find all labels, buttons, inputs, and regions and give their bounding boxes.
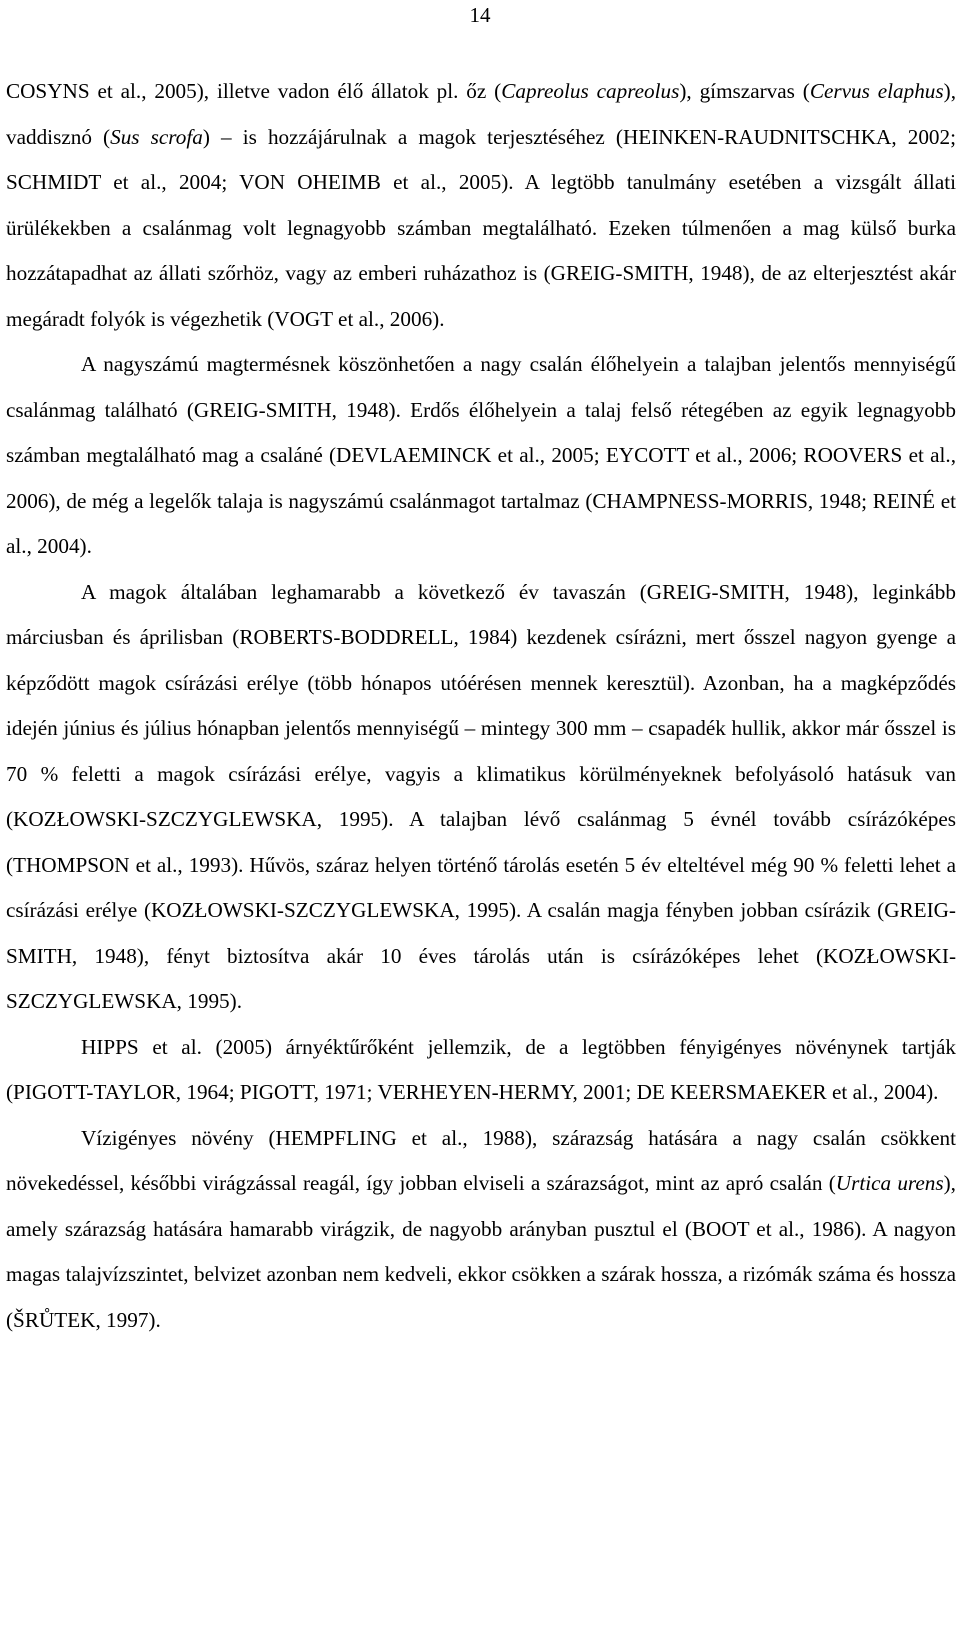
- text-run: HIPPS et al. (2005) árnyéktűrőként jellemzik, de a legtöbben fényigényes növénynek tartják (PIGOTT-TAYLOR, 1964; PIGOTT, 1971; VERHEYEN-HERMY, 2001; DE KEERSMAEKER et al., 2004).: [6, 1034, 956, 1104]
- text-run: A nagyszámú magtermésnek köszönhetően a nagy csalán élőhelyein a talajban jelentős mennyiségű csalánmag található (GREIG-SMITH, 1948). Erdős élőhelyein a talaj felső rétegében az egyik legnagyobb számban megtalálható mag a csaláné (DEVLAEMINCK et al., 2005; EYCOTT et al., 2006; ROOVERS et al., 2006), de még a legelők talaja is nagyszámú csalánmagot tartalmaz (CHAMPNESS-MORRIS, 1948; REINÉ et al., 2004).: [6, 352, 956, 558]
- paragraph: [6, 69, 956, 342]
- body-text: [6, 69, 956, 1343]
- text-run: ) – is hozzájárulnak a magok terjesztéséhez (HEINKEN-RAUDNITSCHKA, 2002; SCHMIDT et al., 2004; VON OHEIMB et al., 2005). A legtöbb tanulmány esetében a vizsgált állati ürülékekben a csalánmag volt legnagyobb számban megtalálható. Ezeken túlmenően a mag külső burka hozzátapadhat az állati szőrhöz, vagy az emberi ruházathoz is (GREIG-SMITH, 1948), de az elterjesztést akár megáradt folyók is végezhetik (VOGT et al., 2006).: [6, 124, 957, 331]
- paragraph: [6, 1116, 956, 1344]
- paragraph: [6, 570, 956, 1025]
- species-name-italic: Urtica urens: [835, 1171, 944, 1195]
- species-name-italic: Sus scrofa: [110, 124, 203, 149]
- text-run: ), gímszarvas (: [679, 79, 810, 103]
- species-name-italic: Cervus elaphus: [809, 79, 944, 103]
- paragraph: [6, 1025, 956, 1116]
- text-run: COSYNS et al., 2005), illetve vadon élő állatok pl. őz (: [6, 79, 502, 103]
- page-number: 14: [469, 3, 491, 27]
- text-run: ), vaddisznó (: [6, 79, 956, 149]
- text-run: A magok általában leghamarabb a következő év tavaszán (GREIG-SMITH, 1948), leginkább márciusban és áprilisban (ROBERTS-BODDRELL, 1984) kezdenek csírázni, mert ősszel nagyon gyenge a képződött magok csírázási erélye (több hónapos utóérésen mennek keresztül). Azonban, ha a magképződés idején június és július hónapban jelentős mennyiségű – mintegy 300 mm – csapadék hullik, akkor már ősszel is 70 % feletti a magok csírázási erélye, vagyis a klimatikus körülményeknek befolyásoló hatásuk van (KOZŁOWSKI-SZCZYGLEWSKA, 1995). A talajban lévő csalánmag 5 évnél tovább csírázóképes (THOMPSON et al., 1993). Hűvös, száraz helyen történő tárolás esetén 5 év elteltével még 90 % feletti lehet a csírázási erélye (KOZŁOWSKI-SZCZYGLEWSKA, 1995). A csalán magja fényben jobban csírázik (GREIG-SMITH, 1948), fényt biztosítva akár 10 éves tárolás után is csírázóképes lehet (KOZŁOWSKI-SZCZYGLEWSKA, 1995).: [6, 579, 956, 1013]
- species-name-italic: Capreolus capreolus: [501, 79, 680, 103]
- text-run: Vízigényes növény (HEMPFLING et al., 1988), szárazság hatására a nagy csalán csökkent növekedéssel, későbbi virágzással reagál, így jobban elviseli a szárazságot, mint az apró csalán (: [6, 1125, 956, 1195]
- text-run: ), amely szárazság hatására hamarabb virágzik, de nagyobb arányban pusztul el (BOOT et al., 1986). A nagyon magas talajvízszintet, belvizet azonban nem kedveli, ekkor csökken a szárak hossza, a rizómák száma és hossza (ŠRŮTEK, 1997).: [6, 1171, 956, 1332]
- paragraph: [6, 342, 956, 570]
